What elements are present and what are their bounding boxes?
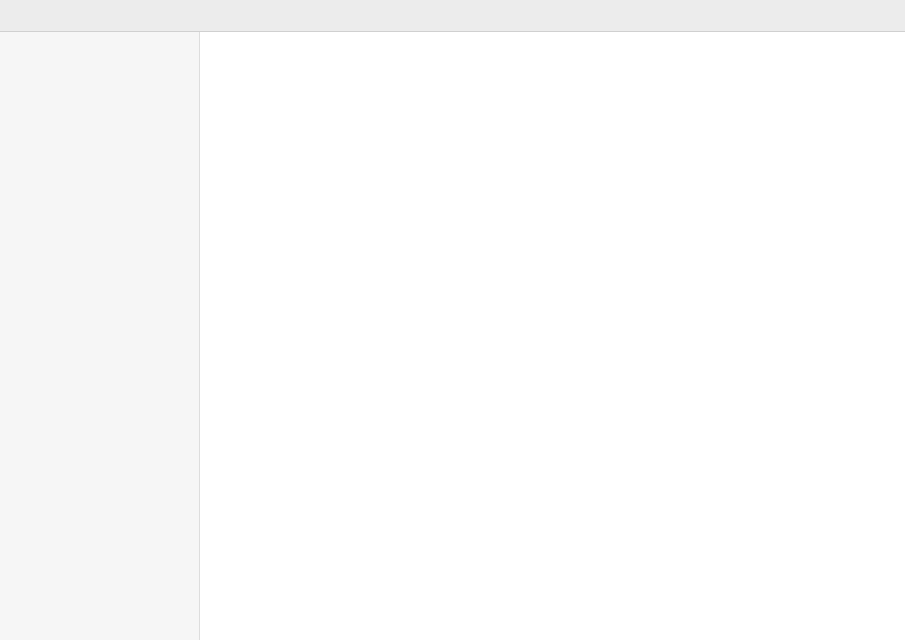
title-bar — [0, 0, 905, 32]
window-body — [0, 32, 905, 640]
sidebar — [0, 32, 200, 640]
main-content — [200, 32, 905, 640]
